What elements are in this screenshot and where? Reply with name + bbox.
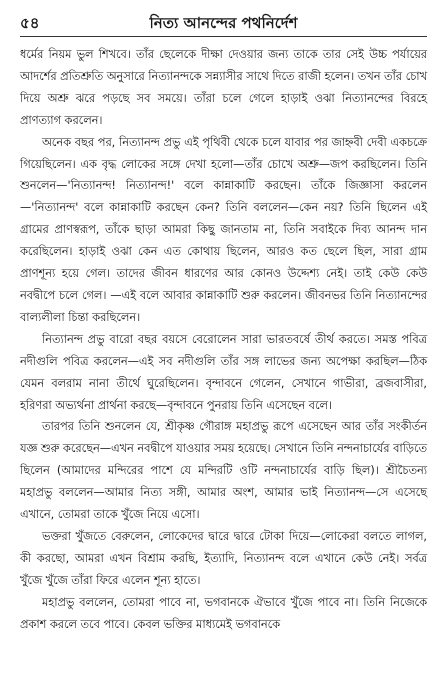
paragraph: মহাপ্রভু বললেন, তোমরা পাবে না, ভগবানকে ঐভাবে খুঁজে পাবে না। তিনি নিজেকে প্রকাশ করলে তবে পাবে। কেবল ভক্তির মাধ্যমেই ভগবানকে bbox=[20, 595, 427, 631]
paragraph: অনেক বছর পর, নিত্যানন্দ প্রভু এই পৃথিবী থেকে চলে যাবার পর জাহ্নবী দেবী একচক্রে গিয়েছিলেন। এক বৃদ্ধ লোকের সঙ্গে দেখা হলো—তাঁর চোখে অশ্রু—জপ করছিলেন। তিনি শুনলেন—'নিত্যানন্দ! নিত্যানন্দ!' বলে কান্নাকাটি করছেন। তাঁকে জিজ্ঞাসা করলেন—'নিত্যানন্দ' বলে কান্নাকাটি করছেন কেন? তিনি বললেন—কেন নয়? তিনি ছিলেন এই গ্রামের প্রাণস্বরূপ, তাঁকে ছাড়া আমরা কিছু জানতাম না, তিনি সবাইকে দিব্য আনন্দ দান করেছিলেন। হাড়াই ওঝা কেন এত কোথায় ছিলেন, আরও কত ছেলে ছিল, সারা গ্রাম প্রাণশূন্য হয়ে গেল। তাদের জীবন ধারণের আর কোনও উদ্দেশ্য নেই। তাই কেউ কেউ নবদ্বীপে চলে গেল। —এই বলে আবার কান্নাকাটি শুরু করলেন। জীবনভর তিনি নিত্যানন্দের বাল্যলীলা চিন্তা করছিলেন। bbox=[20, 135, 427, 324]
header-rule bbox=[20, 36, 427, 37]
page-header bbox=[20, 12, 427, 34]
paragraph: তারপর তিনি শুনলেন যে, শ্রীকৃষ্ণ গৌরাঙ্গ মহাপ্রভু রূপে এসেছেন আর তাঁর সংকীর্তন যজ্ঞ শুরু করেছেন—এখন নবদ্বীপে যাওয়ার সময় হয়েছে। সেখানে তিনি নন্দনাচার্যের বাড়িতে ছিলেন (আমাদের মন্দিরের পাশে যে মন্দিরটি ওটি নন্দনাচার্যের বাড়ি ছিল)। শ্রীচৈতন্য মহাপ্রভু বললেন—আমার নিত্য সঙ্গী, আমার অংশ, আমার ভাই নিত্যানন্দ—সে এসেছে এখানে, তোমরা তাকে খুঁজে নিয়ে এসো। bbox=[20, 420, 427, 522]
paragraph: নিত্যানন্দ প্রভু বারো বছর বয়সে বেরোলেন সারা ভারতবর্ষে তীর্থ করতে। সমস্ত পবিত্র নদীগুলি পবিত্র করলেন—এই সব নদীগুলি তাঁর সঙ্গ লাভের জন্য অপেক্ষা করছিল—ঠিক যেমন বলরাম নানা তীর্থে ঘুরেছিলেন। বৃন্দাবনে গেলেন, সেখানে গাভীরা, ব্রজবাসীরা, হরিণরা অভ্যর্থনা প্রার্থনা করছে—বৃন্দাবনে পুনরায় তিনি এসেছেন বলে। bbox=[20, 332, 427, 412]
page-number: ৫৪ bbox=[20, 14, 40, 32]
running-title: নিত্য আনন্দের পথনির্দেশ bbox=[149, 14, 298, 32]
body-text bbox=[20, 44, 427, 635]
paragraph: ধর্মের নিয়ম ভুল শিখবে। তাঁর ছেলেকে দীক্ষা দেওয়ার জন্য তাকে তার সেই উচ্চ পর্যায়ের আদর্শের প্রতিশ্রুতি অনুসারে নিত্যানন্দকে সন্ন্যাসীর সাথে দিতে রাজী হলেন। তখন তাঁর চোখ দিয়ে অশ্রু ঝরে পড়ছে সব সময়ে। তাঁরা চলে গেলে হাড়াই ওঝা নিত্যানন্দের বিরহে প্রাণত্যাগ করলেন। bbox=[20, 48, 427, 127]
paragraph: ভক্তরা খুঁজতে বেরুলেন, লোকেদের দ্বারে দ্বারে টোকা দিয়ে—লোকেরা বলতে লাগল, কী করছো, আমরা এখন বিশ্রাম করছি, ইত্যাদি, নিত্যানন্দ বলে এখানে কেউ নেই। সর্বত্র খুঁজে খুঁজে তাঁরা ফিরে এলেন শূন্য হাতে। bbox=[20, 529, 427, 587]
